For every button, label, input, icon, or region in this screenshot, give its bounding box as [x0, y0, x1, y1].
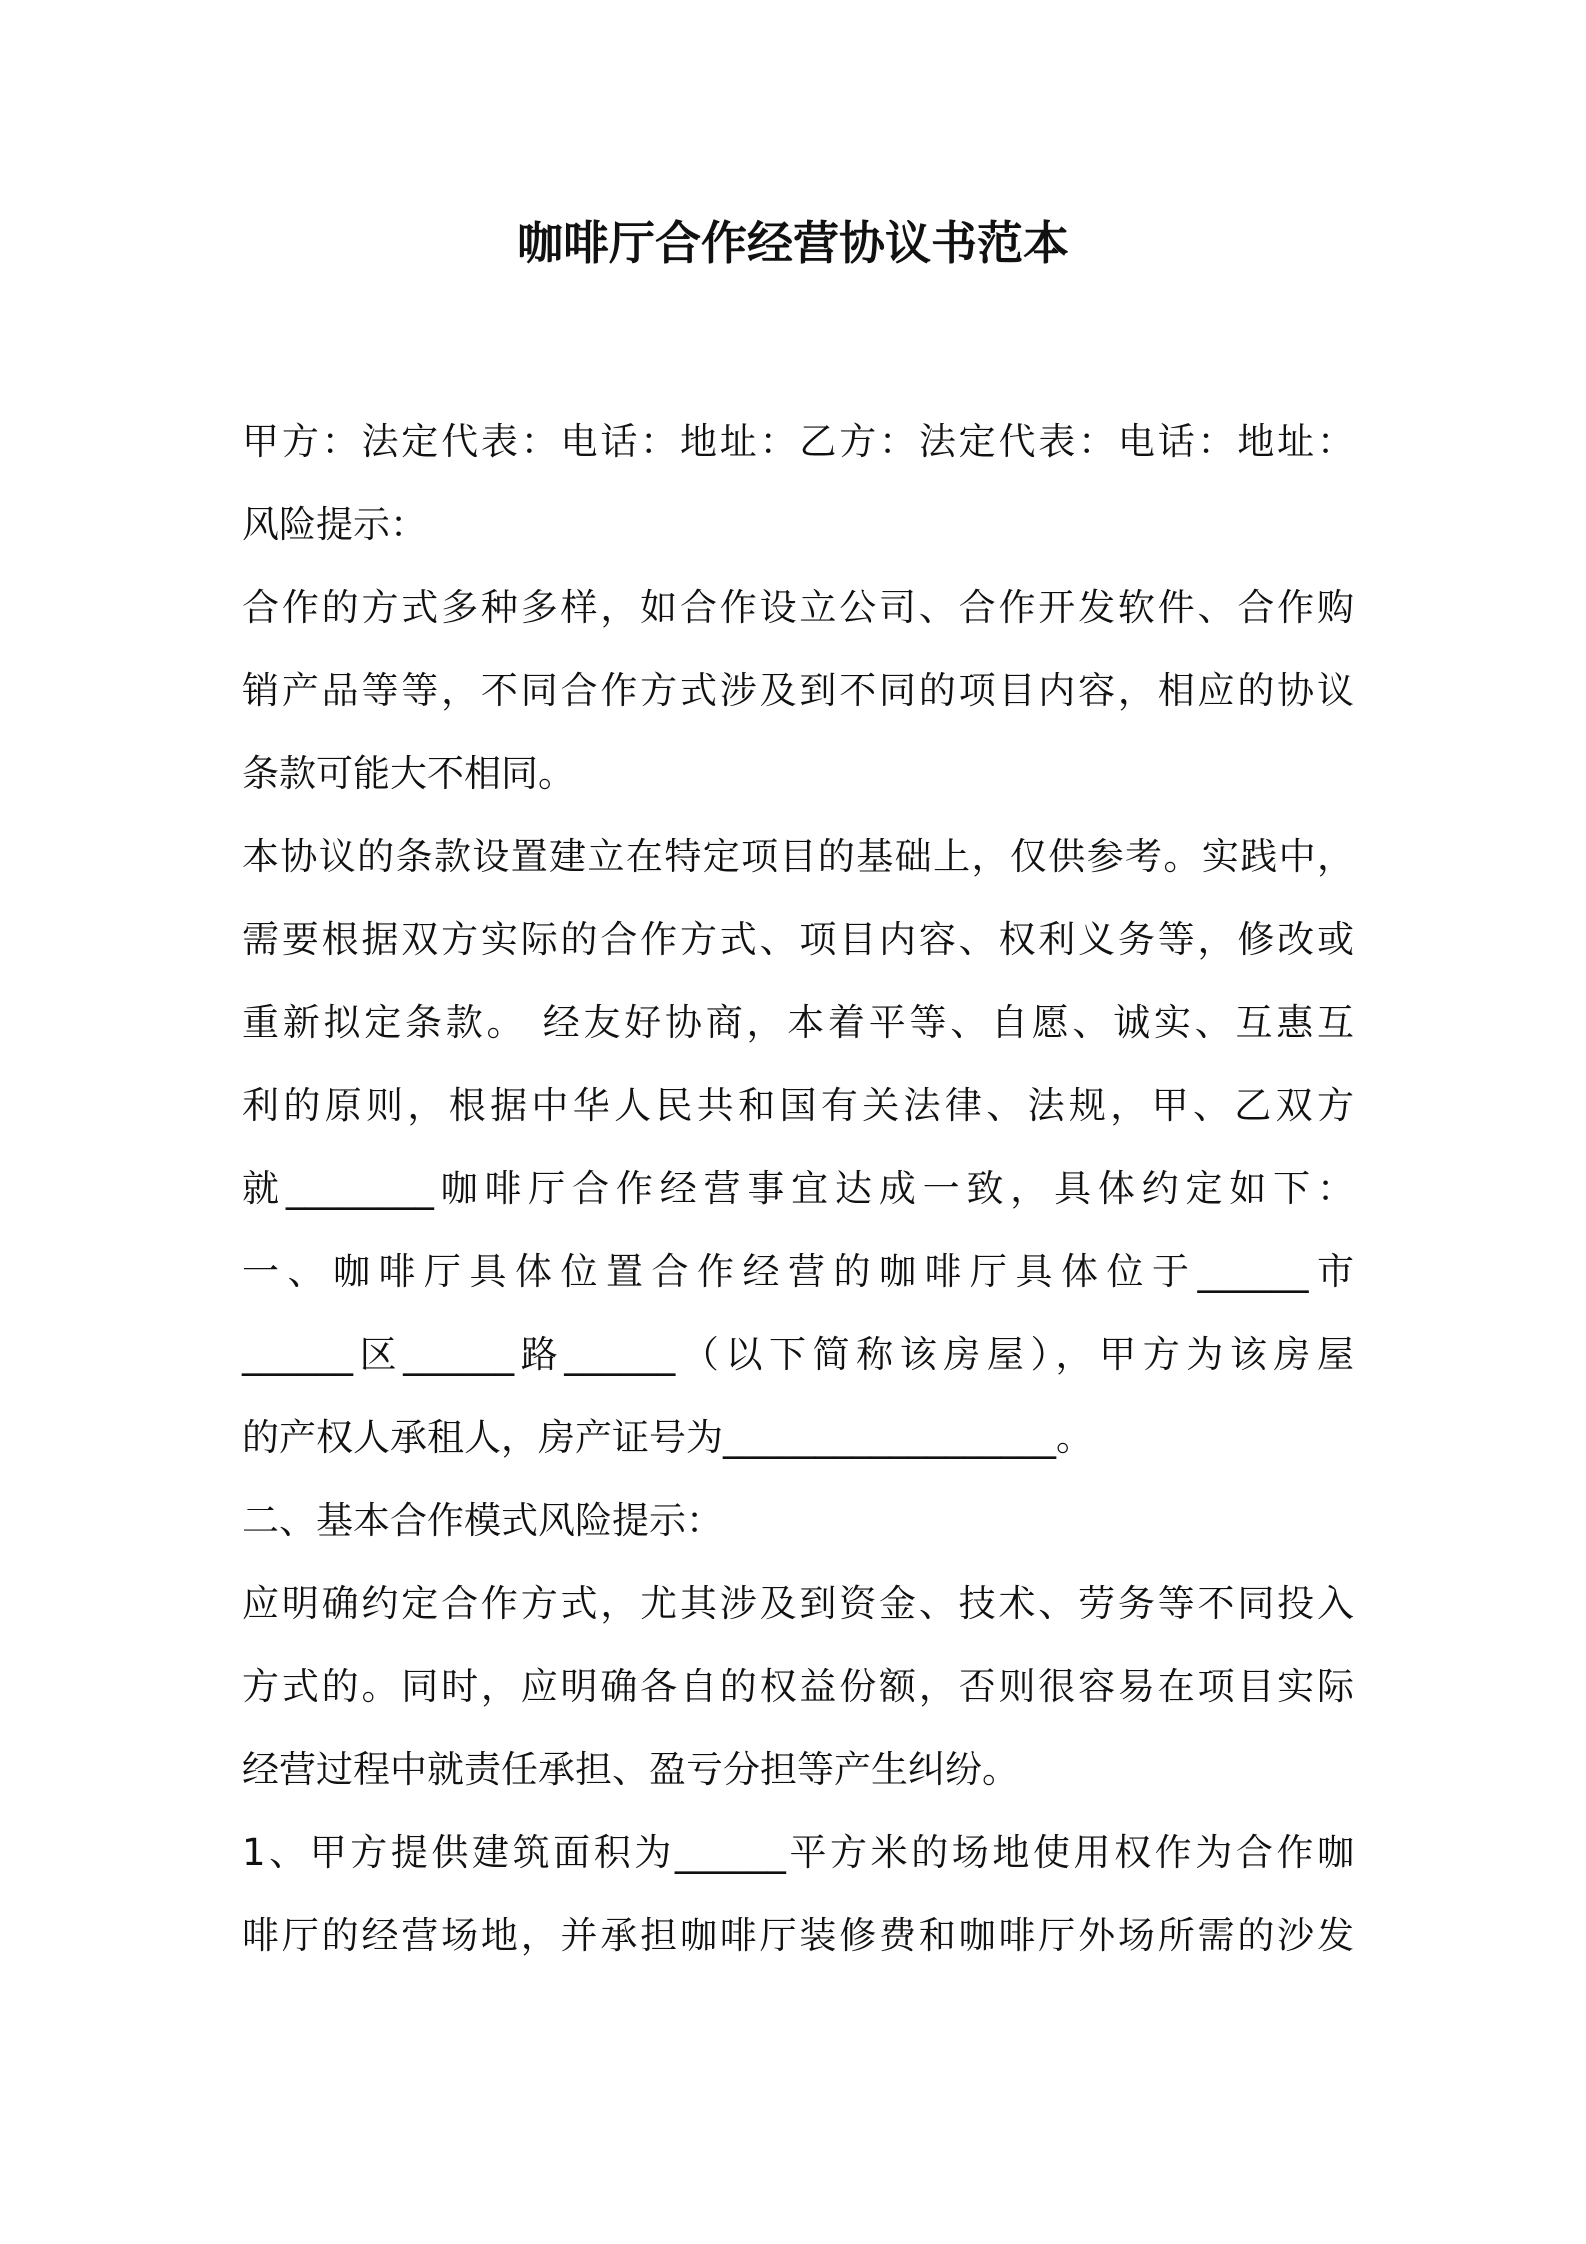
paragraph-line: 条款可能大不相同。 — [242, 752, 575, 795]
clause-one-line: 1、甲方提供建筑面积为______平方米的场地使用权作为合作咖 — [242, 1831, 1354, 1874]
document-body — [242, 400, 1354, 1977]
paragraph-line: 方式的。同时，应明确各自的权益份额，否则很容易在项目实际 — [242, 1665, 1354, 1708]
paragraph-line: 就________咖啡厅合作经营事宜达成一致，具体约定如下： — [242, 1167, 1354, 1210]
paragraph-line: ______区______路______（以下简称该房屋），甲方为该房屋 — [242, 1333, 1354, 1376]
paragraph-line: 重新拟定条款。 经友好协商，本着平等、自愿、诚实、互惠互 — [242, 1001, 1354, 1044]
paragraph-line: 需要根据双方实际的合作方式、项目内容、权利义务等，修改或 — [242, 918, 1354, 961]
risk-notice-heading: 风险提示： — [242, 503, 427, 546]
paragraph-line: 的产权人承租人，房产证号为__________________。 — [242, 1416, 1093, 1459]
section-one-heading: 一、咖啡厅具体位置合作经营的咖啡厅具体位于______市 — [242, 1250, 1354, 1293]
clause-one-line: 啡厅的经营场地，并承担咖啡厅装修费和咖啡厅外场所需的沙发 — [242, 1914, 1354, 1957]
paragraph-line: 经营过程中就责任承担、盈亏分担等产生纠纷。 — [242, 1748, 1019, 1791]
paragraph-line: 销产品等等，不同合作方式涉及到不同的项目内容，相应的协议 — [242, 669, 1354, 712]
paragraph-line: 利的原则，根据中华人民共和国有关法律、法规，甲、乙双方 — [242, 1084, 1354, 1127]
document-title: 咖啡厅合作经营协议书范本 — [517, 216, 1069, 270]
parties-line: 甲方：法定代表：电话：地址：乙方：法定代表：电话：地址： — [242, 420, 1354, 463]
paragraph-line: 应明确约定合作方式，尤其涉及到资金、技术、劳务等不同投入 — [242, 1582, 1354, 1625]
paragraph-line: 本协议的条款设置建立在特定项目的基础上，仅供参考。实践中， — [242, 835, 1354, 878]
paragraph-line: 合作的方式多种多样，如合作设立公司、合作开发软件、合作购 — [242, 586, 1354, 629]
section-two-heading: 二、基本合作模式风险提示： — [242, 1499, 723, 1542]
